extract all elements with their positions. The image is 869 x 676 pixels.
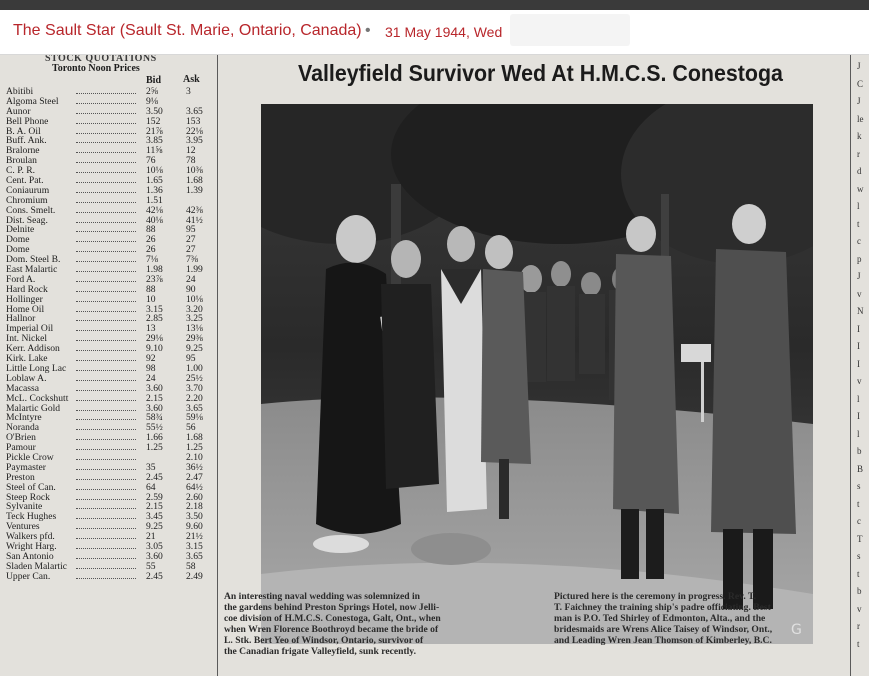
edge-fragment: p [857,253,862,264]
stock-name: Upper Can. [6,570,51,582]
stock-name: Imperial Oil [6,323,54,335]
stock-ask: 25½ [186,372,203,384]
stock-ask: 22⅛ [186,125,203,137]
stock-name: Dist. Seag. [6,214,48,226]
stock-ask: 2.18 [186,501,203,513]
caption-line: T. Faichney the training ship's padre officiating. Best [554,602,771,613]
stock-bid: 13 [146,323,156,335]
stock-bid: 10 [146,293,156,305]
edge-fragment: v [857,376,862,386]
edge-fragment: b [857,586,862,596]
issue-date-link[interactable]: 31 May 1944, Wed [385,24,503,40]
stock-name: Steep Rock [6,491,50,503]
dot-leader [76,400,136,401]
edge-fragment: I [857,323,860,334]
dot-leader [76,370,136,371]
stock-ask: 9.60 [186,521,203,533]
dot-leader [76,390,136,391]
edge-fragment: t [857,218,860,229]
dot-leader [76,320,136,321]
stock-ask: 3 [186,86,191,97]
stock-ask: 3.65 [186,402,203,414]
dot-leader [76,508,136,509]
stock-ask: 1.68 [186,175,203,187]
newspaper-page [0,55,869,676]
dot-leader [76,103,136,104]
edge-fragment: J [857,271,861,281]
stock-bid: 7⅛ [146,254,158,266]
stock-bid: 3.45 [146,511,163,523]
edge-fragment: v [857,603,862,614]
dot-leader [76,499,136,500]
dot-leader [76,241,136,242]
stock-ask: 7⅜ [186,254,198,266]
stock-bid: 76 [146,155,156,167]
stock-bid: 9.10 [146,343,163,355]
stock-bid: 2.45 [146,570,163,582]
stock-row [6,216,216,226]
dot-leader [76,429,136,430]
stock-bid: 21⅞ [146,125,163,137]
dot-leader [76,548,136,549]
stock-name: Chromium [6,194,48,206]
stock-bid: 11⅝ [146,145,163,157]
stock-ask: 3.95 [186,135,203,147]
stock-name: East Malartic [6,264,58,276]
stock-bid: 1.25 [146,442,163,454]
stock-ask: 3.65 [186,105,203,117]
stock-bid: 26 [146,234,156,246]
stock-row [6,305,216,315]
stock-ask: 1.25 [186,442,203,454]
edge-fragment: B [857,463,864,474]
edge-fragment: T [857,533,863,544]
dot-leader [76,271,136,272]
stock-ask: 59⅛ [186,412,203,424]
dot-leader [76,311,136,312]
dot-leader [76,538,136,539]
stock-row [6,146,216,156]
stock-bid: 1.66 [146,432,163,444]
dot-leader [76,301,136,302]
dot-leader [76,518,136,519]
photo-mark: G [791,622,802,638]
caption-line: bridesmaids are Wrens Alice Taisey of Windsor, Ont., [554,624,773,635]
stock-title: STOCK QUOTATIONS [45,55,157,64]
dot-leader [76,459,136,460]
stock-ask: 90 [186,283,196,295]
stock-name: Cons. Smelt. [6,204,56,216]
edge-fragment: r [857,621,860,631]
stock-bid: 3.60 [146,382,163,394]
stock-rows [6,87,216,582]
dot-leader [76,162,136,163]
caption-left [224,591,524,657]
stock-name: Int. Nickel [6,333,48,345]
stock-name: Hallnor [6,313,36,325]
stock-bid: 88 [146,224,156,236]
stock-ask: 2.60 [186,491,203,503]
dot-leader [76,340,136,341]
stock-ask: 64½ [186,481,203,493]
stock-ask: 24 [186,273,196,285]
stock-name: Kerr. Addison [6,343,60,355]
edge-fragment: t [857,638,860,649]
dot-leader [76,350,136,351]
stock-bid: 92 [146,353,156,365]
stock-name: Sladen Malartic [6,560,68,572]
edge-fragment: c [857,236,861,246]
stock-ask: 21½ [186,531,203,543]
stock-ask: 3.15 [186,540,203,552]
stock-name: Paymaster [6,461,46,473]
stock-bid: 35 [146,461,156,473]
stock-bid: 26 [146,244,156,256]
dot-leader [76,123,136,124]
dot-leader [76,231,136,232]
stock-name: Dome [6,244,30,256]
dot-leader [76,558,136,559]
dot-leader [76,93,136,94]
stock-bid: 29⅛ [146,333,163,345]
edge-fragment: l [857,201,860,211]
stock-ask: 36½ [186,461,203,473]
stock-ask: 95 [186,353,196,365]
obscured-header-area [510,14,630,46]
caption-line: coe division of H.M.C.S. Conestoga, Galt, Ont., when [224,613,441,624]
dot-leader [76,202,136,203]
stock-ask: 58 [186,560,196,572]
stock-name: Pickle Crow [6,451,54,463]
stock-bid: 2.45 [146,471,163,483]
dot-leader [76,360,136,361]
stock-ask: 3.20 [186,303,203,315]
dot-leader [76,489,136,490]
stock-name: Macassa [6,382,40,394]
stock-ask: 12 [186,145,196,157]
dot-leader [76,578,136,579]
dot-leader [76,212,136,213]
stock-ask: 3.25 [186,313,203,325]
stock-ask: 41½ [186,214,203,226]
stock-bid: 1.65 [146,175,163,187]
edge-fragment: I [857,341,860,351]
stock-bid: 64 [146,481,156,493]
wedding-photo [261,104,813,644]
stock-ask: 2.20 [186,392,203,404]
stock-ask: 3.65 [186,550,203,562]
stock-bid: 9.25 [146,521,163,533]
stock-ask: 1.99 [186,264,203,276]
stock-quotations-column [0,55,217,676]
stock-ask: 2.10 [186,451,203,463]
edge-fragment: N [857,306,864,316]
dot-leader [76,172,136,173]
stock-bid: 2.59 [146,491,163,503]
stock-name: Teck Hughes [6,511,57,523]
stock-bid: 9⅛ [146,95,158,107]
stock-name: Abitibi [6,86,34,97]
stock-bid: 55½ [146,422,163,434]
dot-leader [76,152,136,153]
separator-dot: • [365,22,371,39]
edge-fragment: le [857,113,864,124]
caption-line: man is P.O. Ted Shirley of Edmonton, Alta., and the [554,613,766,624]
bid-header: Bid [146,75,162,86]
stock-row [6,423,216,433]
stock-ask: 56 [186,422,196,434]
stock-bid: 98 [146,362,156,374]
dot-leader [76,281,136,282]
edge-fragment: l [857,428,860,439]
stock-name: McIntyre [6,412,42,424]
stock-name: Bell Phone [6,115,49,127]
stock-bid: 58¾ [146,412,163,424]
stock-name: Noranda [6,422,40,434]
stock-name: Loblaw A. [6,372,47,384]
adjacent-column-fragment [855,55,869,676]
dot-leader [76,479,136,480]
edge-fragment: d [857,166,862,176]
stock-ask: 1.00 [186,362,203,374]
stock-ask: 27 [186,234,196,246]
stock-row [6,156,216,166]
dot-leader [76,182,136,183]
stock-bid: 23⅞ [146,273,163,285]
stock-bid: 21 [146,531,156,543]
stock-name: Cent. Pat. [6,175,44,187]
stock-name: Preston [6,471,35,483]
stock-bid: 55 [146,560,156,572]
stock-ask: 27 [186,244,196,256]
stock-bid: 2.85 [146,313,163,325]
stock-bid: 2.15 [146,501,163,513]
stock-name: Sylvanite [6,501,43,513]
edge-fragment: I [857,411,860,421]
edge-fragment: w [857,183,864,194]
edge-fragment: l [857,393,860,404]
stock-ask: 1.68 [186,432,203,444]
stock-bid: 10⅛ [146,165,163,177]
stock-row [6,235,216,245]
stock-name: Buff. Ank. [6,135,47,147]
dot-leader [76,528,136,529]
stock-row [6,225,216,235]
stock-ask: 2.47 [186,471,203,483]
stock-ask: 13⅛ [186,323,203,335]
caption-line: and Leading Wren Jean Thomson of Kimberley, B.C. [554,635,772,646]
stock-name: Wright Harg. [6,540,57,552]
edge-fragment: I [857,358,860,369]
dot-leader [76,380,136,381]
stock-row [6,433,216,443]
stock-ask: 10⅛ [186,293,203,305]
stock-row [6,572,216,582]
edge-fragment: c [857,516,861,526]
column-rule-right [850,55,851,676]
edge-fragment: b [857,446,862,456]
caption-line: the Canadian frigate Valleyfield, sunk recently. [224,646,416,657]
edge-fragment: s [857,551,861,561]
edge-fragment: s [857,481,861,491]
stock-bid: 88 [146,283,156,295]
caption-right [554,591,850,646]
stock-name: Kirk. Lake [6,353,48,365]
stock-name: Bralorne [6,145,40,157]
stock-bid: 3.15 [146,303,163,315]
dot-leader [76,133,136,134]
stock-row [6,265,216,275]
dot-leader [76,222,136,223]
stock-name: Ford A. [6,273,36,285]
stock-ask: 9.25 [186,343,203,355]
stock-name: Home Oil [6,303,45,315]
top-bar [0,0,869,10]
dot-leader [76,439,136,440]
stock-name: Aunor [6,105,31,117]
stock-name: Steel of Can. [6,481,56,493]
stock-bid: 1.36 [146,184,163,196]
stock-name: Delnite [6,224,35,236]
stock-bid: 42⅛ [146,204,163,216]
dot-leader [76,113,136,114]
edge-fragment: t [857,498,860,509]
dot-leader [76,419,136,420]
stock-ask: 3.70 [186,382,203,394]
stock-bid: 2⅝ [146,86,158,97]
stock-name: Walkers pfd. [6,531,55,543]
stock-name: Coniaurum [6,184,50,196]
stock-ask: 42⅜ [186,204,203,216]
stock-name: Hard Rock [6,283,48,295]
caption-line: L. Stk. Bert Yeo of Windsor, Ontario, survivor of [224,635,424,646]
stock-row [6,463,216,473]
edge-fragment: t [857,568,860,579]
stock-name: Dom. Steel B. [6,254,61,266]
stock-ask: 95 [186,224,196,236]
stock-name: Pamour [6,442,36,454]
stock-ask: 78 [186,155,196,167]
stock-bid: 1.51 [146,194,163,206]
dot-leader [76,291,136,292]
stock-name: O'Brien [6,432,36,444]
edge-fragment: C [857,78,864,89]
edge-fragment: J [857,61,861,71]
dot-leader [76,568,136,569]
dot-leader [76,469,136,470]
stock-bid: 40⅛ [146,214,163,226]
dot-leader [76,410,136,411]
edge-fragment: J [857,96,861,106]
stock-name: Broulan [6,155,37,167]
stock-name: Little Long Lac [6,362,67,374]
stock-row [6,97,216,107]
dot-leader [76,449,136,450]
article-headline: Valleyfield Survivor Wed At H.M.C.S. Conestoga [298,60,783,86]
stock-bid: 3.60 [146,402,163,414]
stock-ask: 29⅜ [186,333,203,345]
caption-line: An interesting naval wedding was solemnized in [224,591,420,602]
stock-bid: 3.60 [146,550,163,562]
column-rule [217,55,218,676]
edge-fragment: v [857,288,862,299]
stock-subtitle: Toronto Noon Prices [52,63,140,74]
edge-fragment: r [857,148,860,159]
dot-leader [76,261,136,262]
stock-name: San Antonio [6,550,54,562]
edge-fragment: k [857,131,862,141]
stock-ask: 2.49 [186,570,203,582]
publication-link[interactable]: The Sault Star (Sault St. Marie, Ontario, Canada) [13,22,362,39]
stock-name: B. A. Oil [6,125,41,137]
stock-name: McL. Cockshutt [6,392,69,404]
stock-bid: 3.85 [146,135,163,147]
ask-header: Ask [183,74,200,85]
dot-leader [76,251,136,252]
dot-leader [76,142,136,143]
stock-bid: 1.98 [146,264,163,276]
stock-ask: 153 [186,115,201,127]
stock-name: Dome [6,234,30,246]
stock-name: C. P. R. [6,165,36,177]
stock-bid: 2.15 [146,392,163,404]
stock-ask: 3.50 [186,511,203,523]
viewer-header [0,10,869,55]
stock-bid: 24 [146,372,156,384]
caption-line: when Wren Florence Boothroyd became the bride of [224,624,439,635]
stock-name: Algoma Steel [6,95,59,107]
stock-name: Hollinger [6,293,43,305]
dot-leader [76,330,136,331]
stock-bid: 152 [146,115,161,127]
stock-name: Ventures [6,521,40,533]
stock-ask: 1.39 [186,184,203,196]
caption-line: Pictured here is the ceremony in progress. Rev. T. [554,591,757,602]
caption-line: the gardens behind Preston Springs Hotel, now Jelli- [224,602,440,613]
stock-ask: 10⅜ [186,165,203,177]
stock-bid: 3.05 [146,540,163,552]
stock-bid: 3.50 [146,105,163,117]
dot-leader [76,192,136,193]
stock-name: Malartic Gold [6,402,61,414]
